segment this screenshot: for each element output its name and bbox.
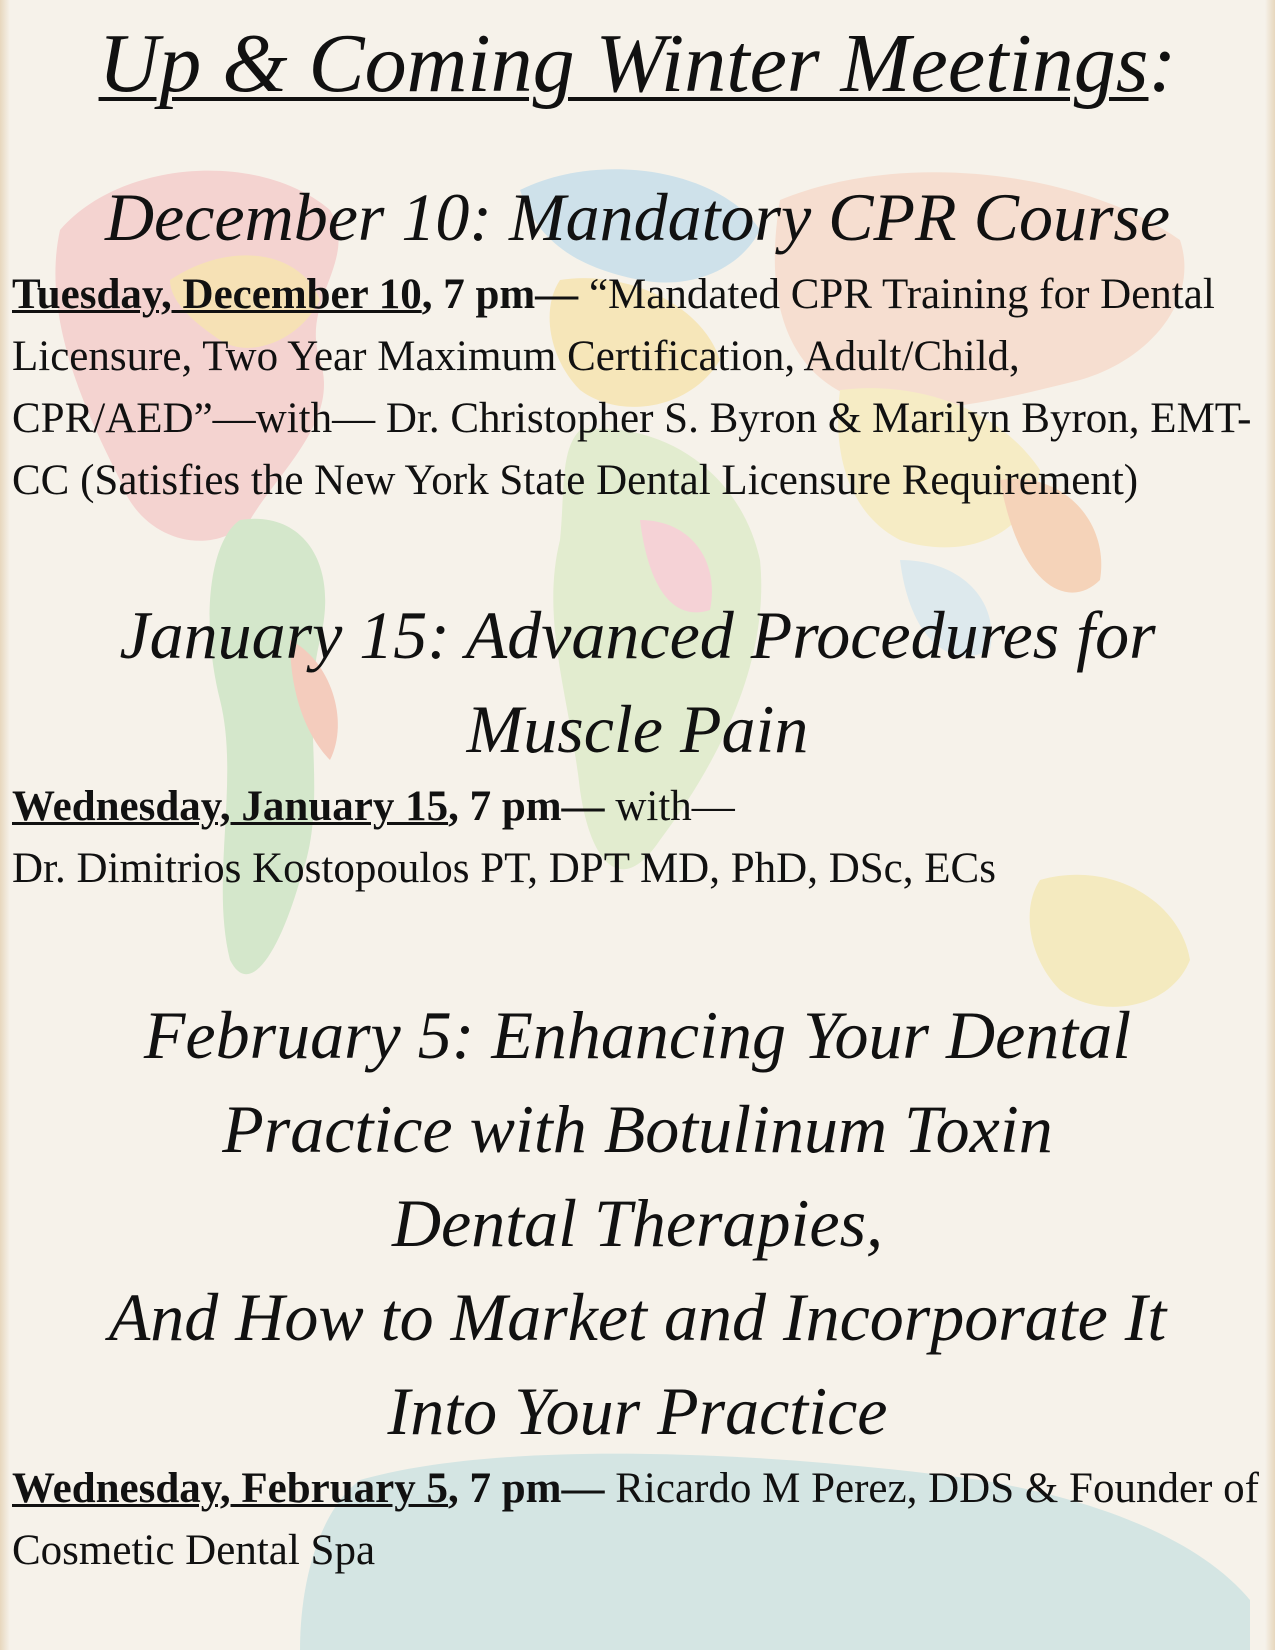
event-time: , 7 pm— [448, 1465, 605, 1512]
event-time: , 7 pm— [448, 783, 605, 830]
title-colon: : [1148, 17, 1177, 110]
event-heading-line: And How to Market and Incorporate It [108, 1279, 1167, 1355]
event-heading-line: January 15: Advanced Procedures for [119, 597, 1156, 673]
event-heading-line: February 5: Enhancing Your Dental [143, 997, 1132, 1073]
event-heading [12, 988, 1263, 1458]
event-january [12, 588, 1263, 900]
event-heading-line: Practice with Botulinum Toxin [222, 1091, 1053, 1167]
event-heading [12, 588, 1263, 776]
page-title [12, 0, 1263, 114]
event-february [12, 988, 1263, 1582]
event-heading-line: Into Your Practice [387, 1373, 888, 1449]
event-description: Ricardo M Perez, DDS & Founder of Cosmetic Dental Spa [12, 1465, 1259, 1574]
event-time: , 7 pm— [421, 271, 579, 318]
event-description: with— [604, 783, 735, 830]
event-speaker: Dr. Dimitrios Kostopoulos PT, DPT MD, PhD, DSc, ECs [12, 845, 996, 892]
event-date: Wednesday, January 15 [12, 783, 449, 830]
event-heading-line: Muscle Pain [466, 691, 809, 767]
event-heading-line: Dental Therapies, [391, 1185, 884, 1261]
event-details [12, 264, 1263, 512]
title-text: Up & Coming Winter Meetings [98, 17, 1149, 110]
event-december [12, 170, 1263, 512]
event-description: “Mandated CPR Training for Dental Licensure, Two Year Maximum Certification, Adult/Child, CPR/AED”—with— Dr. Christopher S. Byron & Marilyn Byron, EMT-CC (Satisfies the New York State Dental Licensure Requirement) [12, 271, 1252, 504]
event-details [12, 776, 1263, 900]
event-heading: December 10: Mandatory CPR Course [104, 179, 1171, 255]
event-date: Wednesday, February 5 [12, 1465, 449, 1512]
event-date: Tuesday, December 10 [12, 271, 422, 318]
event-details [12, 1458, 1263, 1582]
